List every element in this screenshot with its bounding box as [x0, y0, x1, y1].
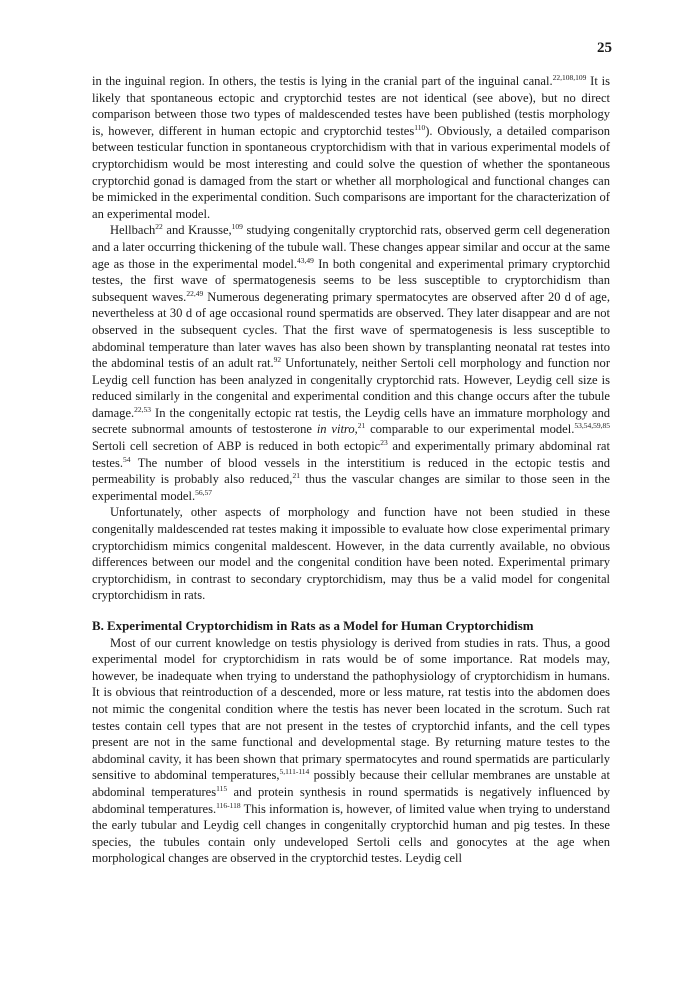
citation-superscript: 22,49: [186, 288, 204, 298]
citation-superscript: 23: [380, 438, 388, 448]
citation-superscript: 22: [155, 222, 163, 232]
citation-superscript: 56,57: [195, 487, 213, 497]
body-paragraphs: [92, 73, 610, 604]
citation-superscript: 54: [123, 454, 131, 464]
citation-superscript: 110: [414, 122, 426, 132]
citation-superscript: 53,54,59,85: [574, 421, 610, 431]
citation-superscript: 5,111-114: [279, 767, 310, 777]
citation-superscript: 115: [216, 783, 228, 793]
citation-superscript: 21: [292, 471, 300, 481]
section-heading: B. Experimental Cryptorchidism in Rats as a Model for Human Cryptorchidism: [92, 619, 534, 633]
citation-superscript: 21: [357, 421, 366, 431]
citation-superscript: 43,49: [297, 255, 314, 265]
citation-superscript: 109: [231, 222, 243, 232]
citation-superscript: 116-118: [216, 800, 241, 810]
section-paragraph: Most of our current knowledge on testis physiology is derived from studies in rats. Thus, a good experimental model for cryptorchidism in rats would be of some importance. Rat models may, however, be inadequate when trying to understand the pathophysiology of cryptorchidism in humans. It is obvious that reintroduction of a descended, more or less mature, rat testis into the abdomen does not mimic the congenital condition where the testis has never been located in the scrotum. Such rat testes contain cell types that are not present in the testes of cryptorchid infants, and the cell types present are not in the same functional and developmental stage. By returning mature testes to the abdominal cavity, it has been shown that primary spermatocytes and round spermatids are particularly sensitive to abdominal temperatures,$^{5,111-114}$ possibly because their cellular membranes are unstable at abdominal temperatures$^{115}$ and protein synthesis in round spermatids is negatively influenced by abdominal temperatures.$^{116-118}$ This information is, however, of limited value when trying to understand the early tubular and Leydig cell changes in congenitally cryptorchid human and pig testes. In these species, the tubules contain only undeveloped Sertoli cells and gonocytes at the age when morphological changes are observed in the cryptorchid testes. Leydig cell: [92, 635, 610, 866]
citation-superscript: 22,53: [134, 404, 152, 414]
paragraph-3: Unfortunately, other aspects of morphology and function have not been studied in these congenitally maldescended rat testes making it impossible to evaluate how close experimental primary cryptorchidism mimics congenital maldescent. However, in the data currently available, no obvious differences between our model and the congenital condition have been noted. Experimental primary cryptorchidism, in contrast to secondary cryptorchidism, may thus be a valid model for congenital cryptorchidism in rats.: [92, 505, 610, 603]
citation-superscript: 22,108,109: [552, 73, 587, 82]
page-number: 25: [597, 40, 612, 56]
italic-text: in vitro,: [316, 422, 358, 437]
citation-superscript: 92: [273, 355, 282, 365]
paragraph-1: in the inguinal region. In others, the testis is lying in the cranial part of the inguinal canal.$^{22,108,109}$ It is likely that spontaneous ectopic and cryptorchid testes are not identical (see above), but no direct comparison between those two types of maldescended testes have been published (testis morphology is, however, different in human ectopic and cryptorchid testes$^{110}$). Obviously, a detailed comparison between testicular function in spontaneous cryptorchidism with that in various experimental models of cryptorchidism would be most interesting and could solve the question of whether the spontaneous cryptorchid gonad is damaged from the start or whether all morphological and functional changes can be mimicked in the experimental condition. Such comparisons are important for the characterization of an experimental model.: [92, 73, 610, 221]
section-body: [92, 635, 610, 867]
paragraph-2: Hellbach$^{22}$ and Krausse,$^{109}$ studying congenitally cryptorchid rats, observed germ cell degeneration and a later occurring thickening of the tubule wall. These changes appear similar and occur at the same age as those in the experimental model.$^{43,49}$ In both congenital and experimental primary cryptorchid testes, the first wave of spermatogenesis seems to be less susceptible to cryptorchidism than subsequent waves.$^{22,49}$ Numerous degenerating primary spermatocytes are observed after 20 d of age, nevertheless at 30 d of age occasional round spermatids are observed. They later disappear and are not observed in the subsequent cycles. That the first wave of spermatogenesis is less susceptible to abdominal temperature than later waves has also been shown by transplanting neonatal rat testes into the abdominal testis of an adult rat.$^{92}$ Unfortunately, neither Sertoli cell morphology and function nor Leydig cell function has been analyzed in congenitally cryptorchid rats. However, Leydig cell size is reduced similarly in the congenital and experimental condition and this change occurs after the tubule damage.$^{22,53}$ In the congenitally ectopic rat testis, the Leydig cells have an immature morphology and secrete subnormal amounts of testosterone in vitro,$^{21}$ comparable to our experimental model.$^{53,54,59,85}$ Sertoli cell secretion of ABP is reduced in both ectopic$^{23}$ and experimentally primary abdominal rat testes.$^{54}$ The number of blood vessels in the interstitium is reduced in the ectopic testis and permeability is probably also reduced,$^{21}$ thus the vascular changes are similar to those seen in the experimental model.$^{56,57}$: [92, 222, 610, 503]
text-column: [92, 73, 610, 867]
